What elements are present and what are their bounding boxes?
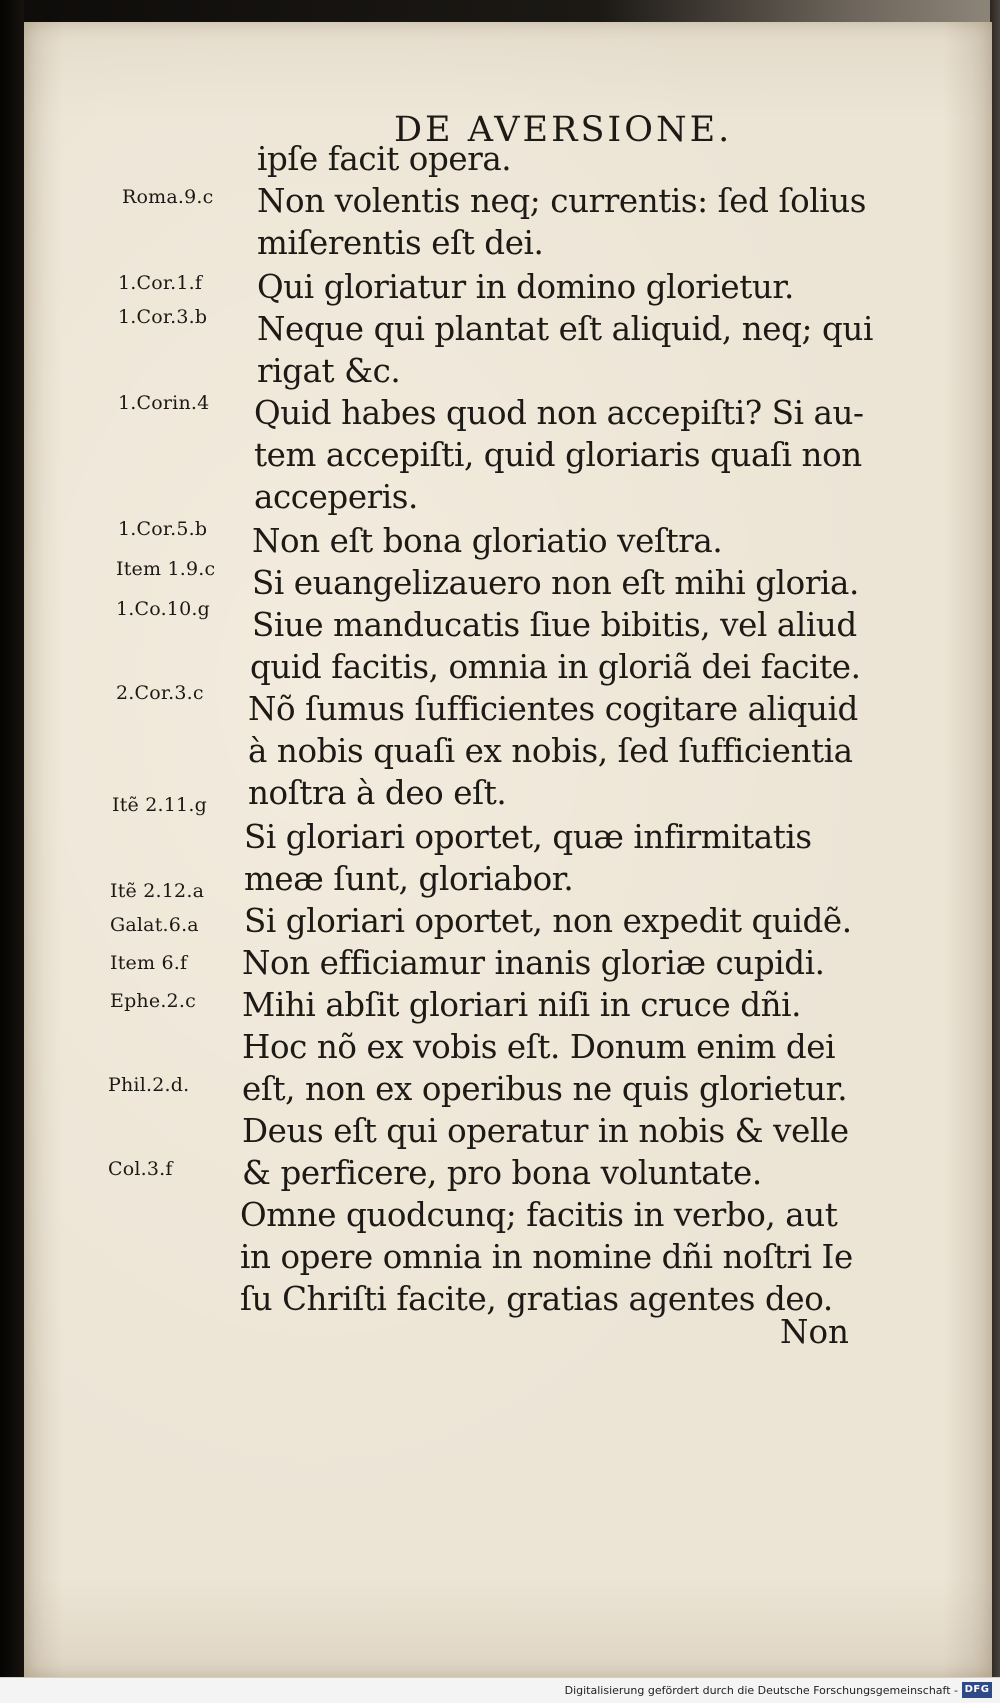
- text-line: in opere omnia in nomine dñi noſtri Ie: [240, 1238, 853, 1276]
- marginal-note: Itẽ 2.11.g: [112, 794, 207, 816]
- text-line: Omne quodcunq; facitis in verbo, aut: [240, 1196, 838, 1234]
- text-line: Si euangelizauero non eſt mihi gloria.: [252, 564, 859, 602]
- text-line: Non eſt bona gloriatio veſtra.: [252, 522, 723, 560]
- text-line: Deus eſt qui operatur in nobis & velle: [242, 1112, 849, 1150]
- marginal-note: 1.Cor.1.f: [118, 272, 203, 294]
- book-binding-edge: [0, 0, 24, 1703]
- text-line: Neque qui plantat eſt aliquid, neq; qui: [257, 310, 873, 348]
- marginal-note: Itẽ 2.12.a: [110, 880, 205, 902]
- text-line: miſerentis eſt dei.: [257, 224, 544, 262]
- marginal-note: 1.Cor.5.b: [118, 518, 208, 540]
- text-line: Nõ ſumus ſufficientes cogitare aliquid: [248, 690, 858, 728]
- marginal-note: Item 1.9.c: [116, 558, 216, 580]
- text-line: Hoc nõ ex vobis eſt. Donum enim dei: [242, 1028, 836, 1066]
- text-line: Siue manducatis ſiue bibitis, vel aliud: [252, 606, 857, 644]
- text-line: ſu Chriſti facite, gratias agentes deo.: [240, 1280, 833, 1318]
- text-line: meæ ſunt, gloriabor.: [244, 860, 574, 898]
- text-line: tem accepiſti, quid gloriaris quaſi non: [254, 436, 862, 474]
- text-line: Mihi abſit gloriari niſi in cruce dñi.: [242, 986, 802, 1024]
- text-line: Si gloriari oportet, non expedit quidẽ.: [244, 902, 852, 940]
- funding-credit: Digitalisierung gefördert durch die Deutsche Forschungsgemeinschaft -: [564, 1684, 958, 1697]
- marginal-note: 1.Co.10.g: [116, 598, 210, 620]
- marginal-note: Phil.2.d.: [108, 1074, 190, 1096]
- footer-bar: [0, 1677, 1000, 1703]
- marginal-note: 2.Cor.3.c: [116, 682, 204, 704]
- text-line: Non volentis neq; currentis: ſed ſolius: [257, 182, 867, 220]
- text-line: à nobis quaſi ex nobis, ſed ſufficientia: [248, 732, 853, 770]
- text-line: Non efficiamur inanis gloriæ cupidi.: [242, 944, 825, 982]
- text-line: Qui gloriatur in domino glorietur.: [257, 268, 794, 306]
- text-line: rigat &c.: [257, 352, 401, 390]
- marginal-note: 1.Corin.4: [118, 392, 210, 414]
- book-page: [24, 22, 992, 1677]
- text-line: Si gloriari oportet, quæ infirmitatis: [244, 818, 812, 856]
- text-line: noſtra à deo eſt.: [248, 774, 507, 812]
- text-line: ipſe facit opera.: [257, 140, 512, 178]
- text-line: acceperis.: [254, 478, 418, 516]
- text-line: eſt, non ex operibus ne quis glorietur.: [242, 1070, 848, 1108]
- text-line: quid facitis, omnia in gloriã dei facite.: [250, 648, 861, 686]
- marginal-note: 1.Cor.3.b: [118, 306, 208, 328]
- marginal-note: Ephe.2.c: [110, 990, 196, 1012]
- dfg-logo: DFG: [962, 1682, 992, 1698]
- catchword: Non: [780, 1313, 849, 1351]
- text-line: Quid habes quod non accepiſti? Si au-: [254, 394, 864, 432]
- marginal-note: Col.3.f: [108, 1158, 173, 1180]
- marginal-note: Galat.6.a: [110, 914, 199, 936]
- text-line: & perficere, pro bona voluntate.: [242, 1154, 762, 1192]
- scan-top-edge: [0, 0, 1000, 22]
- marginal-note: Roma.9.c: [122, 186, 214, 208]
- marginal-note: Item 6.f: [110, 952, 188, 974]
- running-head: DE AVERSIONE.: [394, 110, 733, 150]
